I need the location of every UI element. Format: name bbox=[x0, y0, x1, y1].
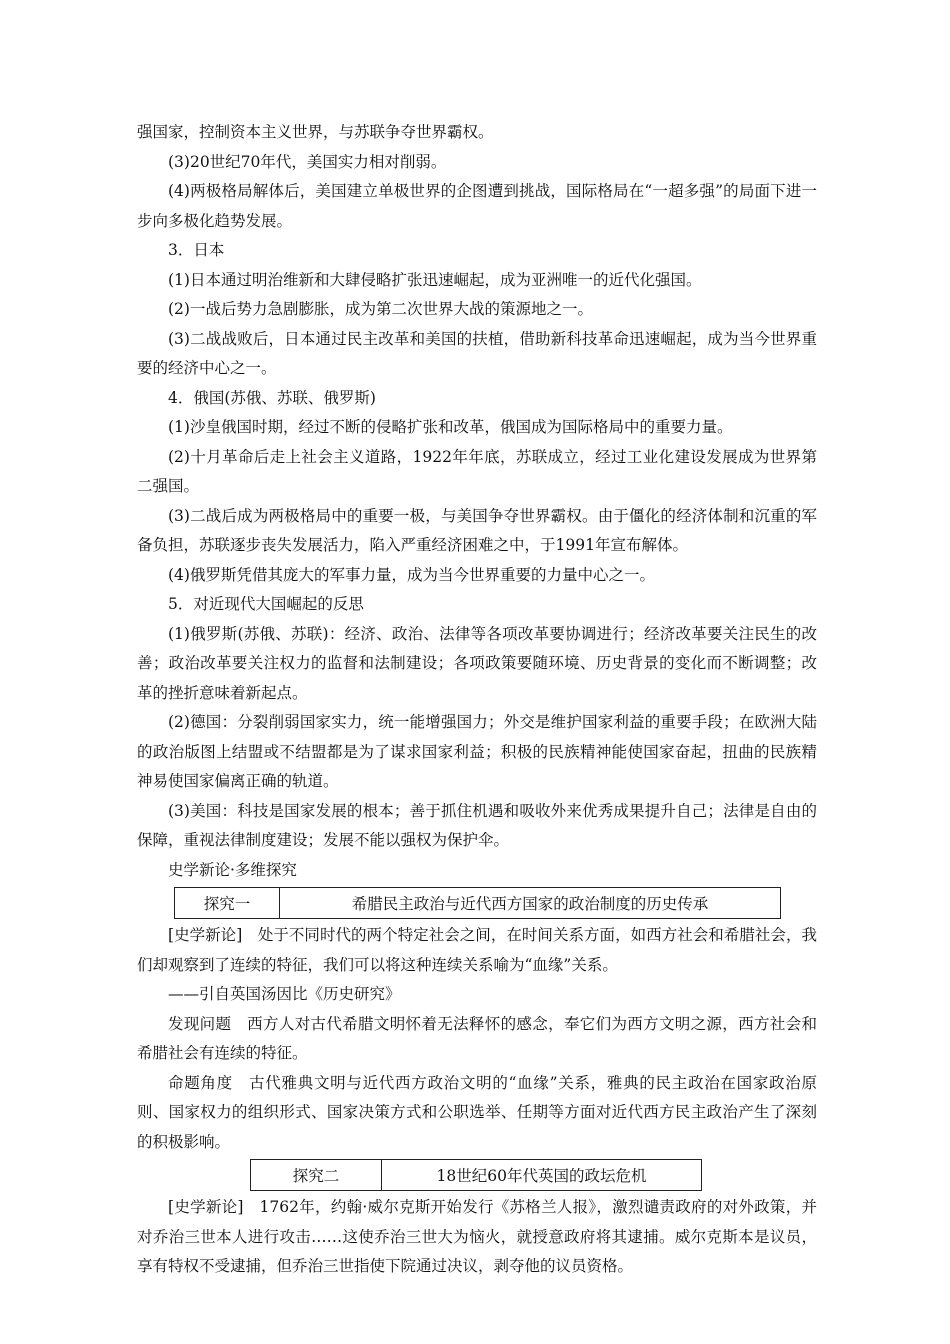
paragraph: (3)美国：科技是国家发展的根本；善于抓住机遇和吸收外来优秀成果提升自己；法律是自由的保障，重视法律制度建设；发展不能以强权为保护伞。 bbox=[137, 801, 817, 849]
paragraph: (2)十月革命后走上社会主义道路，1922年年底，苏联成立，经过工业化建设发展成为世界第二强国。 bbox=[137, 447, 817, 495]
paragraph: (3)二战战败后，日本通过民主改革和美国的扶植，借助新科技革命迅速崛起，成为当今世界重要的经济中心之一。 bbox=[137, 329, 817, 377]
paragraph: (3)二战后成为两极格局中的重要一极，与美国争夺世界霸权。由于僵化的经济体制和沉重的军备负担，苏联逐步丧失发展活力，陷入严重经济困难之中，于1991年宣布解体。 bbox=[137, 506, 817, 554]
inquiry-title: 18世纪60年代英国的政坛危机 bbox=[436, 1167, 647, 1185]
paragraph: (1)沙皇俄国时期，经过不断的侵略扩张和改革，俄国成为国际格局中的重要力量。 bbox=[168, 418, 733, 436]
paragraph: 发现问题 西方人对古代希腊文明怀着无法释怀的感念，奉它们为西方文明之源，西方社会和希腊社会有连续的特征。 bbox=[137, 1014, 817, 1062]
inquiry-table-1 bbox=[174, 887, 781, 919]
paragraph: 强国家，控制资本主义世界，与苏联争夺世界霸权。 bbox=[137, 123, 494, 141]
paragraph: (1)俄罗斯(苏俄、苏联)：经济、政治、法律等各项改革要协调进行；经济改革要关注民生的改善；政治改革要关注权力的监督和法制建设；各项政策要随环境、历史背景的变化而不断调整；改革的挫折意味着新起点。 bbox=[137, 624, 817, 702]
citation: ——引自英国汤因比《历史研究》 bbox=[168, 985, 401, 1003]
inquiry-label: 探究一 bbox=[175, 888, 280, 918]
paragraph: (3)20世纪70年代，美国实力相对削弱。 bbox=[168, 152, 447, 171]
section-heading: 史学新论·多维探究 bbox=[168, 860, 297, 879]
paragraph: [史学新论] 处于不同时代的两个特定社会之间，在时间关系方面，如西方社会和希腊社会，我们却观察到了连续的特征，我们可以将这种连续关系喻为“血缘”关系。 bbox=[137, 926, 817, 974]
inquiry-title: 希腊民主政治与近代西方国家的政治制度的历史传承 bbox=[351, 895, 709, 913]
section-heading: 3．日本 bbox=[168, 241, 225, 259]
paragraph: [史学新论] 1762年，约翰·威尔克斯开始发行《苏格兰人报》，激烈谴责政府的对外政策，并对乔治三世本人进行攻击……这使乔治三世大为恼火，就授意政府将其逮捕。威尔克斯本是议员，享有特权不受逮捕，但乔治三世指使下院通过决议，剥夺他的议员资格。 bbox=[137, 1198, 817, 1275]
document-body bbox=[137, 118, 817, 1282]
paragraph: (1)日本通过明治维新和大肆侵略扩张迅速崛起，成为亚洲唯一的近代化强国。 bbox=[168, 270, 702, 289]
section-heading: 5．对近现代大国崛起的反思 bbox=[168, 595, 364, 613]
inquiry-table-2 bbox=[250, 1159, 702, 1191]
paragraph: 命题角度 古代雅典文明与近代西方政治文明的“血缘”关系，雅典的民主政治在国家政治原则、国家权力的组织形式、国家决策方式和公职选举、任期等方面对近代西方民主政治产生了深刻的积极影响。 bbox=[137, 1073, 817, 1151]
section-heading: 4．俄国(苏俄、苏联、俄罗斯) bbox=[168, 388, 376, 407]
paragraph: (4)俄罗斯凭借其庞大的军事力量，成为当今世界重要的力量中心之一。 bbox=[168, 565, 655, 584]
paragraph: (4)两极格局解体后，美国建立单极世界的企图遭到挑战，国际格局在“一超多强”的局面下进一步向多极化趋势发展。 bbox=[137, 182, 817, 230]
paragraph: (2)一战后势力急剧膨胀，成为第二次世界大战的策源地之一。 bbox=[168, 300, 593, 318]
inquiry-label: 探究二 bbox=[251, 1160, 382, 1190]
paragraph: (2)德国：分裂削弱国家实力，统一能增强国力；外交是维护国家利益的重要手段；在欧洲大陆的政治版图上结盟或不结盟都是为了谋求国家利益；积极的民族精神能使国家奋起，扭曲的民族精神易使国家偏离正确的轨道。 bbox=[137, 713, 817, 790]
